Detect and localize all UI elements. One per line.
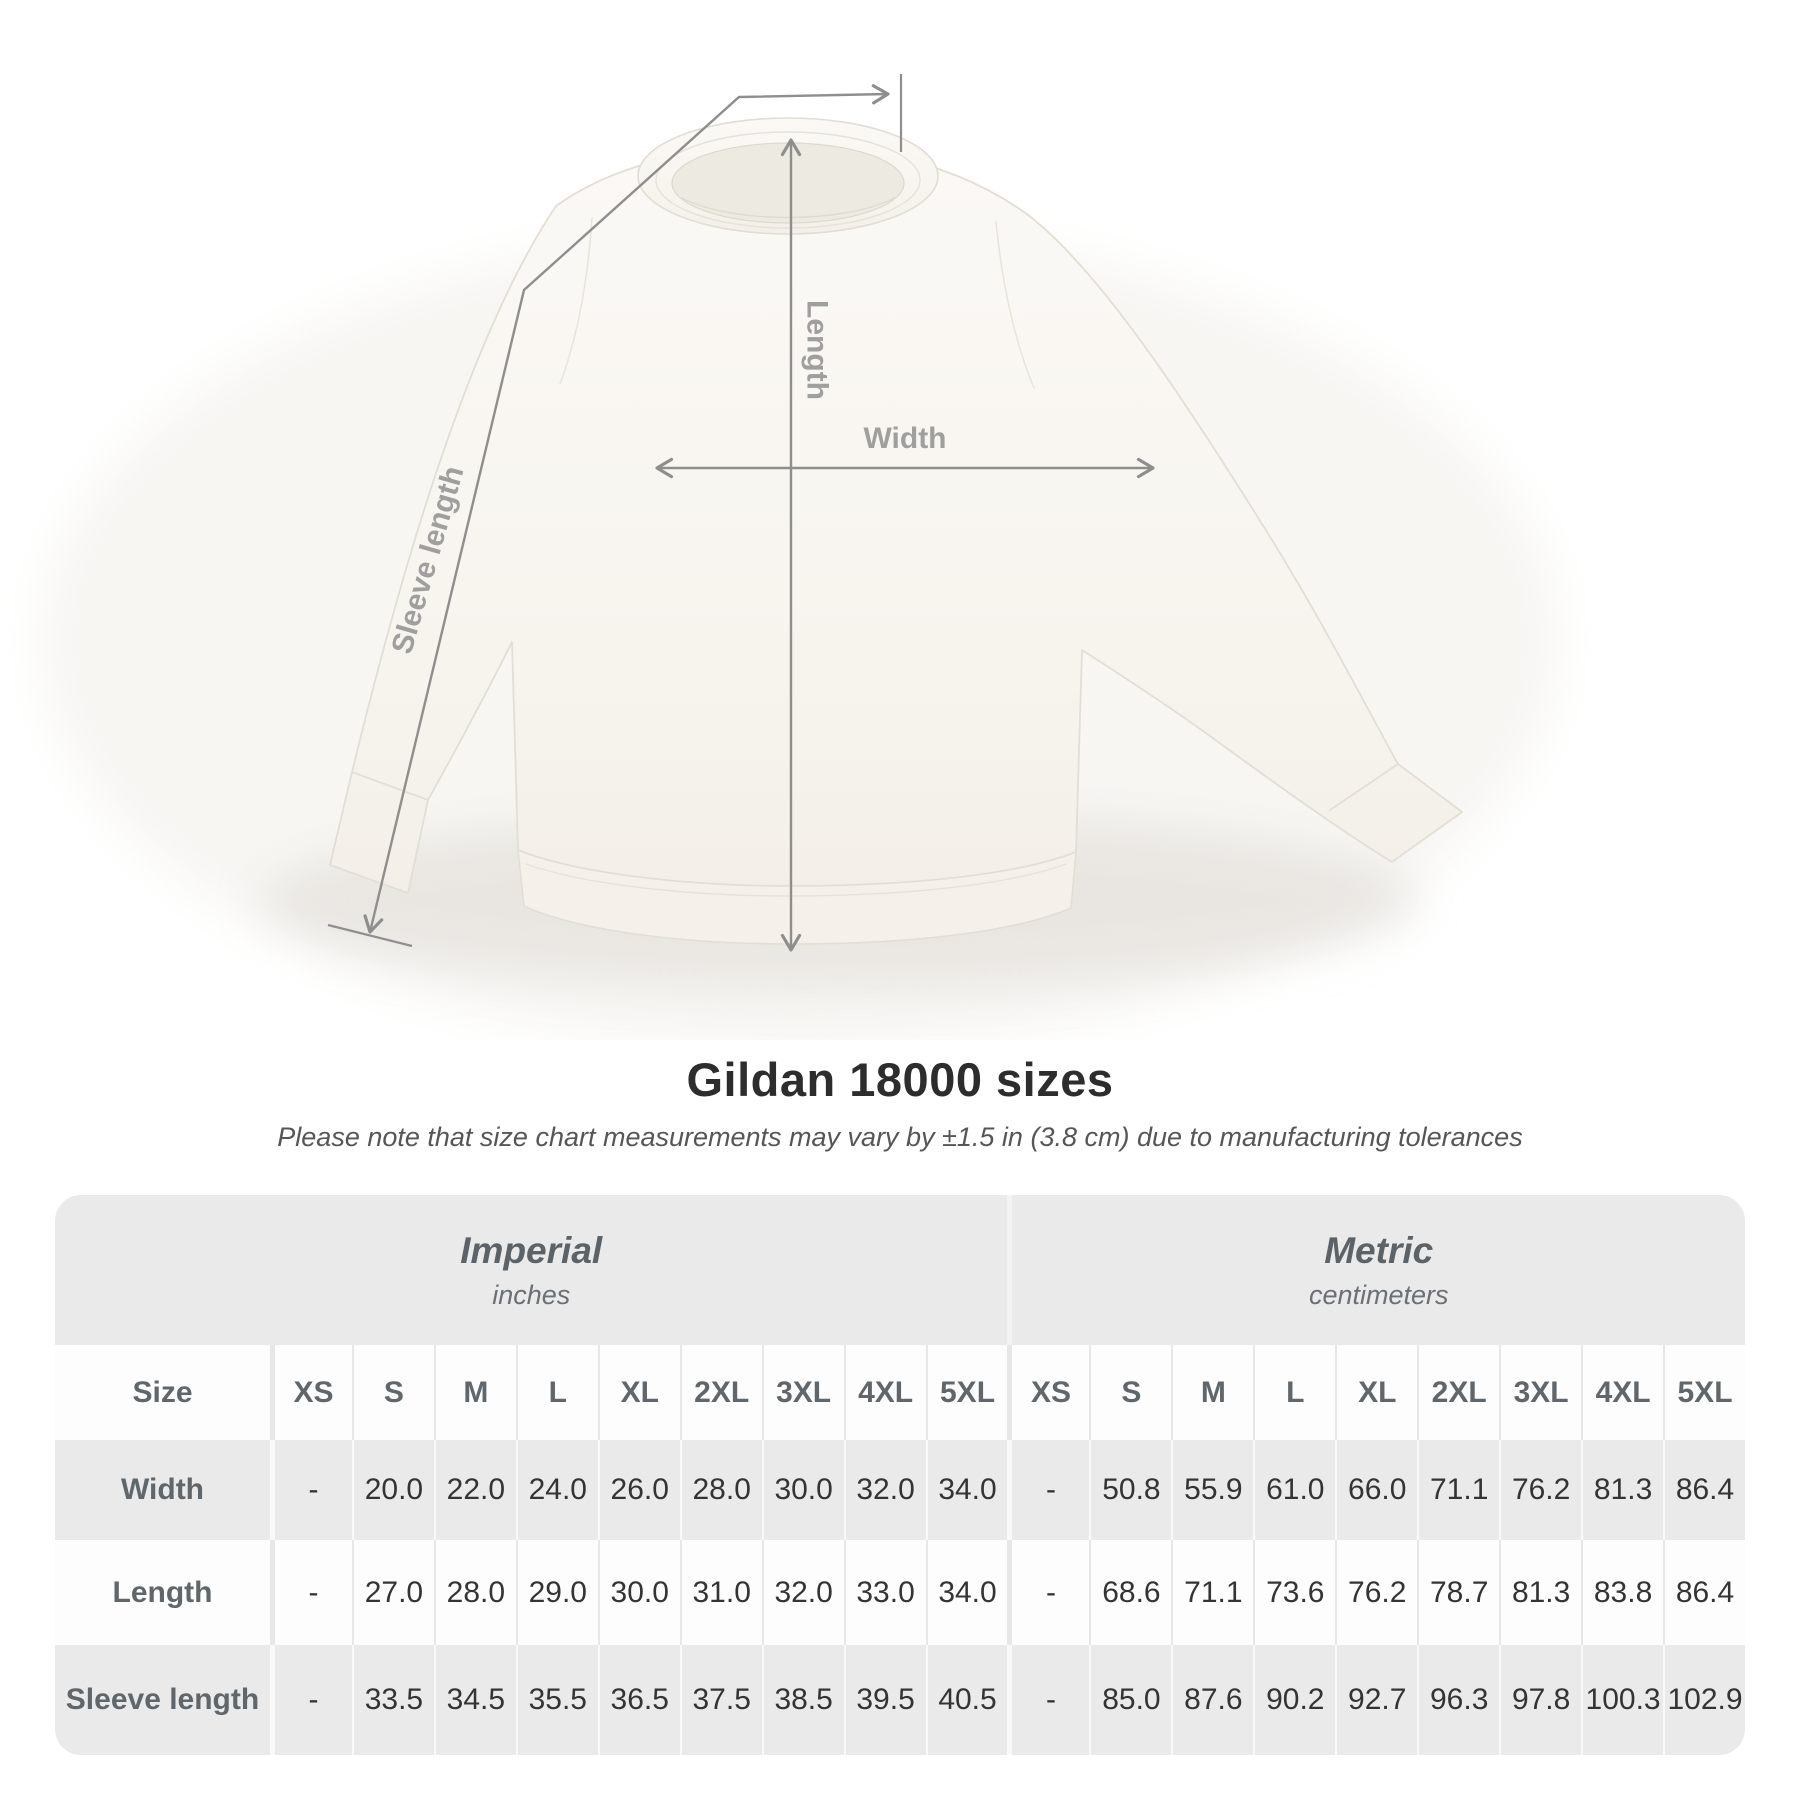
value-cell: 71.1 [1171,1540,1253,1645]
value-cell: 22.0 [434,1440,516,1540]
row-label-width: Width [120,1473,205,1506]
imperial-unit: inches [492,1279,571,1310]
size-header: M [1171,1345,1253,1440]
size-header: L [1253,1345,1335,1440]
size-header: XL [1335,1345,1417,1440]
value-cell: 39.5 [844,1645,926,1755]
value-cell: 68.6 [1089,1540,1171,1645]
width-label: Width [863,422,947,455]
value-cell: 26.0 [598,1440,680,1540]
value-cell: 85.0 [1089,1645,1171,1755]
row-label-length: Length [55,1540,270,1645]
value-cell: 28.0 [680,1440,762,1540]
value-cell: - [1007,1440,1089,1540]
size-header: 5XL [926,1345,1008,1440]
value-cell: 34.0 [926,1440,1008,1540]
value-cell: 55.9 [1171,1440,1253,1540]
size-header: XL [598,1345,680,1440]
value-cell: 87.6 [1171,1645,1253,1755]
value-cell: 81.3 [1499,1540,1581,1645]
value-cell: 27.0 [352,1540,434,1645]
value-cell: 100.3 [1581,1645,1663,1755]
size-header: 4XL [1581,1345,1663,1440]
size-header: 5XL [1663,1345,1745,1440]
value-cell: 71.1 [1417,1440,1499,1540]
value-cell: 61.0 [1253,1440,1335,1540]
value-cell: 83.8 [1581,1540,1663,1645]
value-cell: 30.0 [598,1540,680,1645]
tolerance-note: Please note that size chart measurements may vary by ±1.5 in (3.8 cm) due to manufacturing tolerances [277,1122,1523,1152]
value-cell: 50.8 [1089,1440,1171,1540]
size-header: L [516,1345,598,1440]
size-header: M [434,1345,516,1440]
value-cell: 92.7 [1335,1645,1417,1755]
collar [638,118,938,234]
value-cell: 86.4 [1663,1540,1745,1645]
value-cell: 34.0 [926,1540,1008,1645]
metric-label: Metric [1324,1229,1434,1271]
value-cell: 102.9 [1663,1645,1745,1755]
size-header: 3XL [762,1345,844,1440]
value-cell: 32.0 [844,1440,926,1540]
value-cell: 81.3 [1581,1440,1663,1540]
value-cell: 37.5 [680,1645,762,1755]
value-cell: 33.0 [844,1540,926,1645]
value-cell: 86.4 [1663,1440,1745,1540]
value-cell: - [270,1645,352,1755]
value-cell: 36.5 [598,1645,680,1755]
value-cell: 34.5 [434,1645,516,1755]
size-header: 2XL [1417,1345,1499,1440]
value-cell: 30.0 [762,1440,844,1540]
value-cell: 76.2 [1499,1440,1581,1540]
value-cell: 38.5 [762,1645,844,1755]
value-cell: - [1007,1540,1089,1645]
page-title: Gildan 18000 sizes [686,1053,1114,1106]
value-cell: 97.8 [1499,1645,1581,1755]
size-header: XS [1007,1345,1089,1440]
value-cell: 96.3 [1417,1645,1499,1755]
value-cell: 32.0 [762,1540,844,1645]
value-cell: 29.0 [516,1540,598,1645]
value-cell: 35.5 [516,1645,598,1755]
length-label: Length [800,300,834,400]
corner-header: Size [55,1345,270,1440]
unit-group-metric [1007,1195,1745,1345]
sleeve-length-label: Sleeve length [385,462,471,658]
value-cell: - [270,1440,352,1540]
size-chart-table [55,1195,1745,1755]
size-header: 3XL [1499,1345,1581,1440]
unit-group-imperial [55,1195,1007,1345]
size-header: 4XL [844,1345,926,1440]
value-cell: 40.5 [926,1645,1008,1755]
value-cell: 20.0 [352,1440,434,1540]
value-cell: 24.0 [516,1440,598,1540]
value-cell: 31.0 [680,1540,762,1645]
value-cell: 76.2 [1335,1540,1417,1645]
value-cell: 73.6 [1253,1540,1335,1645]
value-cell: 28.0 [434,1540,516,1645]
size-header: S [352,1345,434,1440]
size-header: 2XL [680,1345,762,1440]
imperial-label: Imperial [460,1229,603,1271]
metric-unit: centimeters [1308,1279,1449,1310]
value-cell: 33.5 [352,1645,434,1755]
size-header: XS [270,1345,352,1440]
value-cell: 90.2 [1253,1645,1335,1755]
row-label-sleeve-length: Sleeve length [65,1683,260,1716]
value-cell: - [270,1540,352,1645]
value-cell: 78.7 [1417,1540,1499,1645]
value-cell: - [1007,1645,1089,1755]
value-cell: 66.0 [1335,1440,1417,1540]
size-header: S [1089,1345,1171,1440]
